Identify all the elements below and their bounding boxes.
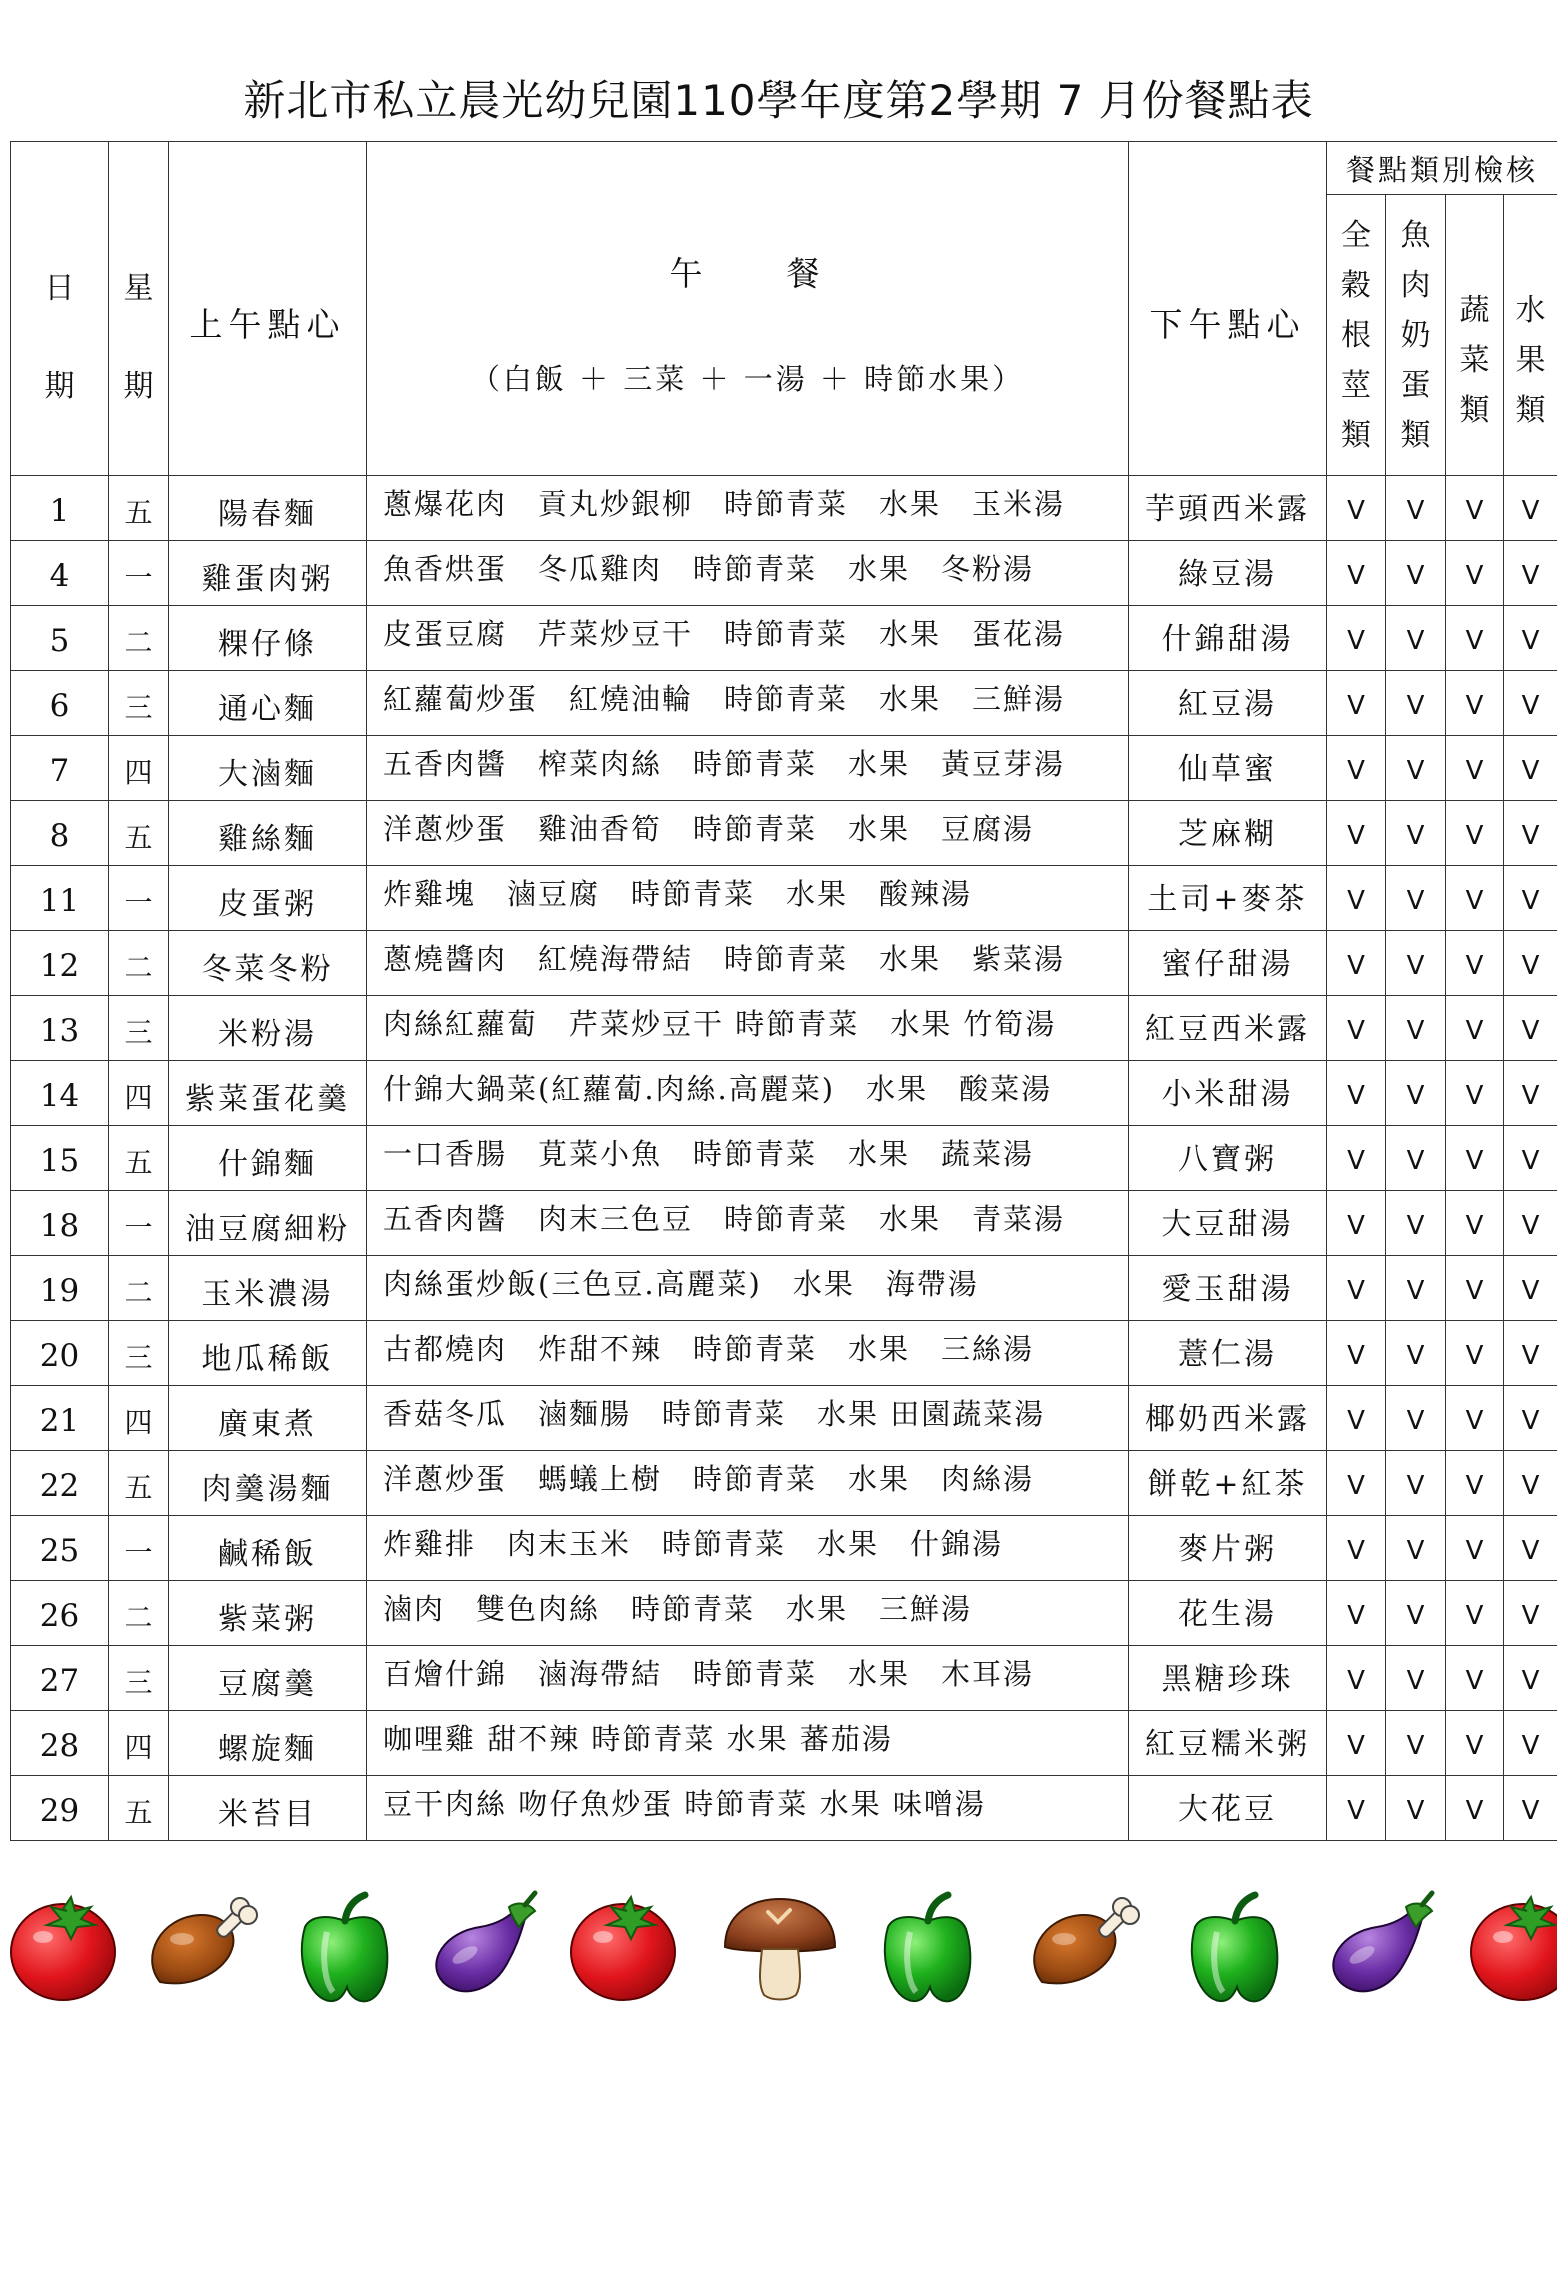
check-mark: V — [1386, 1581, 1446, 1646]
check-mark: V — [1386, 1321, 1446, 1386]
menu-row — [11, 1386, 1557, 1451]
weekday-cell: 二 — [109, 606, 169, 671]
date-cell: 8 — [11, 801, 109, 866]
check-mark: V — [1504, 866, 1557, 931]
weekday-cell: 四 — [109, 1061, 169, 1126]
weekday-cell: 三 — [109, 1646, 169, 1711]
menu-row — [11, 1581, 1557, 1646]
green-pepper-icon — [302, 1895, 388, 2001]
date-cell: 28 — [11, 1711, 109, 1776]
mushroom-icon — [725, 1899, 835, 2000]
menu-table — [10, 141, 1557, 1841]
header-check-title: 餐點類別檢核 — [1327, 142, 1557, 195]
check-mark: V — [1446, 736, 1504, 801]
menu-row — [11, 1451, 1557, 1516]
check-mark: V — [1504, 1191, 1557, 1256]
check-mark: V — [1446, 1191, 1504, 1256]
check-mark: V — [1386, 1386, 1446, 1451]
lunch-cell: 皮蛋豆腐 芹菜炒豆干 時節青菜 水果 蛋花湯 — [367, 606, 1129, 671]
tomato-icon — [11, 1897, 115, 2000]
drumstick-icon — [152, 1898, 257, 1983]
lunch-cell: 一口香腸 莧菜小魚 時節青菜 水果 蔬菜湯 — [367, 1126, 1129, 1191]
date-cell: 25 — [11, 1516, 109, 1581]
am-snack-cell: 玉米濃湯 — [169, 1256, 367, 1321]
lunch-cell: 滷肉 雙色肉絲 時節青菜 水果 三鮮湯 — [367, 1581, 1129, 1646]
check-mark: V — [1504, 1516, 1557, 1581]
check-mark: V — [1386, 996, 1446, 1061]
pm-snack-cell: 大花豆 — [1129, 1776, 1327, 1841]
header-check-vegetables: 蔬 菜 類 — [1446, 195, 1504, 476]
check-mark: V — [1504, 801, 1557, 866]
check-mark: V — [1327, 996, 1386, 1061]
am-snack-cell: 什錦麵 — [169, 1126, 367, 1191]
weekday-cell: 二 — [109, 1581, 169, 1646]
check-mark: V — [1504, 606, 1557, 671]
am-snack-cell: 油豆腐細粉 — [169, 1191, 367, 1256]
am-snack-cell: 肉羹湯麵 — [169, 1451, 367, 1516]
am-snack-cell: 米粉湯 — [169, 996, 367, 1061]
pm-snack-cell: 八寶粥 — [1129, 1126, 1327, 1191]
check-mark: V — [1327, 1191, 1386, 1256]
header-check-grains: 全 穀 根 莖 類 — [1327, 195, 1386, 476]
check-mark: V — [1446, 1451, 1504, 1516]
am-snack-cell: 紫菜蛋花羹 — [169, 1061, 367, 1126]
menu-row — [11, 1126, 1557, 1191]
date-cell: 22 — [11, 1451, 109, 1516]
date-cell: 6 — [11, 671, 109, 736]
check-mark: V — [1446, 996, 1504, 1061]
check-mark: V — [1386, 736, 1446, 801]
check-mark: V — [1504, 671, 1557, 736]
check-mark: V — [1327, 1776, 1386, 1841]
weekday-cell: 一 — [109, 541, 169, 606]
pm-snack-cell: 黑糖珍珠 — [1129, 1646, 1327, 1711]
tomato-icon — [571, 1897, 675, 2000]
eggplant-icon — [436, 1893, 535, 1991]
pm-snack-cell: 芝麻糊 — [1129, 801, 1327, 866]
date-cell: 4 — [11, 541, 109, 606]
lunch-cell: 紅蘿蔔炒蛋 紅燒油輪 時節青菜 水果 三鮮湯 — [367, 671, 1129, 736]
check-mark: V — [1504, 1126, 1557, 1191]
check-mark: V — [1386, 1776, 1446, 1841]
check-mark: V — [1446, 1126, 1504, 1191]
menu-row — [11, 1256, 1557, 1321]
check-mark: V — [1446, 671, 1504, 736]
green-pepper-icon — [1192, 1895, 1278, 2001]
weekday-cell: 五 — [109, 1776, 169, 1841]
check-mark: V — [1327, 736, 1386, 801]
date-cell: 29 — [11, 1776, 109, 1841]
check-mark: V — [1504, 1256, 1557, 1321]
check-mark: V — [1504, 1321, 1557, 1386]
eggplant-icon — [1333, 1893, 1432, 1991]
am-snack-cell: 通心麵 — [169, 671, 367, 736]
date-cell: 1 — [11, 476, 109, 541]
weekday-cell: 五 — [109, 476, 169, 541]
date-cell: 19 — [11, 1256, 109, 1321]
am-snack-cell: 地瓜稀飯 — [169, 1321, 367, 1386]
check-mark: V — [1504, 1451, 1557, 1516]
weekday-cell: 五 — [109, 801, 169, 866]
check-mark: V — [1327, 1256, 1386, 1321]
tomato-icon — [1471, 1897, 1557, 2000]
pm-snack-cell: 椰奶西米露 — [1129, 1386, 1327, 1451]
pm-snack-cell: 小米甜湯 — [1129, 1061, 1327, 1126]
am-snack-cell: 陽春麵 — [169, 476, 367, 541]
pm-snack-cell: 薏仁湯 — [1129, 1321, 1327, 1386]
pm-snack-cell: 紅豆西米露 — [1129, 996, 1327, 1061]
check-mark: V — [1327, 541, 1386, 606]
menu-row — [11, 1061, 1557, 1126]
check-mark: V — [1327, 931, 1386, 996]
lunch-cell: 蔥燒醬肉 紅燒海帶結 時節青菜 水果 紫菜湯 — [367, 931, 1129, 996]
date-cell: 7 — [11, 736, 109, 801]
check-mark: V — [1504, 1711, 1557, 1776]
am-snack-cell: 皮蛋粥 — [169, 866, 367, 931]
check-mark: V — [1504, 931, 1557, 996]
lunch-cell: 肉絲蛋炒飯(三色豆.高麗菜) 水果 海帶湯 — [367, 1256, 1129, 1321]
pm-snack-cell: 土司+麥茶 — [1129, 866, 1327, 931]
check-mark: V — [1327, 1321, 1386, 1386]
check-mark: V — [1504, 1061, 1557, 1126]
check-mark: V — [1327, 1061, 1386, 1126]
check-mark: V — [1446, 1516, 1504, 1581]
check-mark: V — [1446, 801, 1504, 866]
check-mark: V — [1504, 1646, 1557, 1711]
date-cell: 27 — [11, 1646, 109, 1711]
pm-snack-cell: 愛玉甜湯 — [1129, 1256, 1327, 1321]
check-mark: V — [1386, 931, 1446, 996]
lunch-cell: 炸雞排 肉末玉米 時節青菜 水果 什錦湯 — [367, 1516, 1129, 1581]
am-snack-cell: 螺旋麵 — [169, 1711, 367, 1776]
page-title: 新北市私立晨光幼兒園110學年度第2學期 7 月份餐點表 — [243, 76, 1314, 125]
lunch-cell: 咖哩雞 甜不辣 時節青菜 水果 蕃茄湯 — [367, 1711, 1129, 1776]
menu-row — [11, 476, 1557, 541]
date-cell: 11 — [11, 866, 109, 931]
am-snack-cell: 大滷麵 — [169, 736, 367, 801]
check-mark: V — [1386, 606, 1446, 671]
pm-snack-cell: 綠豆湯 — [1129, 541, 1327, 606]
menu-row — [11, 1516, 1557, 1581]
date-cell: 14 — [11, 1061, 109, 1126]
check-mark: V — [1327, 1451, 1386, 1516]
menu-row — [11, 1711, 1557, 1776]
lunch-cell: 五香肉醬 榨菜肉絲 時節青菜 水果 黃豆芽湯 — [367, 736, 1129, 801]
check-mark: V — [1504, 996, 1557, 1061]
menu-row — [11, 606, 1557, 671]
menu-row — [11, 1776, 1557, 1841]
lunch-cell: 古都燒肉 炸甜不辣 時節青菜 水果 三絲湯 — [367, 1321, 1129, 1386]
date-cell: 13 — [11, 996, 109, 1061]
am-snack-cell: 豆腐羹 — [169, 1646, 367, 1711]
pm-snack-cell: 蜜仔甜湯 — [1129, 931, 1327, 996]
check-mark: V — [1327, 606, 1386, 671]
date-cell: 26 — [11, 1581, 109, 1646]
check-mark: V — [1446, 1581, 1504, 1646]
menu-row — [11, 1646, 1557, 1711]
am-snack-cell: 廣東煮 — [169, 1386, 367, 1451]
weekday-cell: 二 — [109, 1256, 169, 1321]
check-mark: V — [1446, 1646, 1504, 1711]
check-mark: V — [1446, 1386, 1504, 1451]
check-mark: V — [1504, 1581, 1557, 1646]
date-cell: 18 — [11, 1191, 109, 1256]
weekday-cell: 三 — [109, 1321, 169, 1386]
check-mark: V — [1327, 671, 1386, 736]
check-mark: V — [1386, 866, 1446, 931]
pm-snack-cell: 大豆甜湯 — [1129, 1191, 1327, 1256]
weekday-cell: 五 — [109, 1451, 169, 1516]
check-mark: V — [1327, 1516, 1386, 1581]
menu-row — [11, 801, 1557, 866]
weekday-cell: 三 — [109, 996, 169, 1061]
lunch-cell: 豆干肉絲 吻仔魚炒蛋 時節青菜 水果 味噌湯 — [367, 1776, 1129, 1841]
pm-snack-cell: 仙草蜜 — [1129, 736, 1327, 801]
header-check-fruit: 水 果 類 — [1504, 195, 1557, 476]
check-mark: V — [1446, 1776, 1504, 1841]
am-snack-cell: 冬菜冬粉 — [169, 931, 367, 996]
menu-row — [11, 671, 1557, 736]
am-snack-cell: 雞絲麵 — [169, 801, 367, 866]
check-mark: V — [1504, 541, 1557, 606]
pm-snack-cell: 麥片粥 — [1129, 1516, 1327, 1581]
check-mark: V — [1327, 1126, 1386, 1191]
check-mark: V — [1327, 476, 1386, 541]
check-mark: V — [1504, 736, 1557, 801]
weekday-cell: 五 — [109, 1126, 169, 1191]
pm-snack-cell: 紅豆湯 — [1129, 671, 1327, 736]
menu-row — [11, 931, 1557, 996]
lunch-cell: 肉絲紅蘿蔔 芹菜炒豆干 時節青菜 水果 竹筍湯 — [367, 996, 1129, 1061]
weekday-cell: 一 — [109, 1516, 169, 1581]
check-mark: V — [1327, 1581, 1386, 1646]
check-mark: V — [1446, 541, 1504, 606]
check-mark: V — [1386, 1256, 1446, 1321]
am-snack-cell: 鹹稀飯 — [169, 1516, 367, 1581]
check-mark: V — [1504, 1776, 1557, 1841]
check-mark: V — [1386, 476, 1446, 541]
check-mark: V — [1446, 1256, 1504, 1321]
food-icon-strip — [0, 1885, 1557, 2005]
header-date: 日 期 — [11, 142, 109, 476]
check-mark: V — [1446, 931, 1504, 996]
weekday-cell: 四 — [109, 1386, 169, 1451]
lunch-cell: 洋蔥炒蛋 螞蟻上樹 時節青菜 水果 肉絲湯 — [367, 1451, 1129, 1516]
date-cell: 20 — [11, 1321, 109, 1386]
check-mark: V — [1504, 476, 1557, 541]
lunch-cell: 洋蔥炒蛋 雞油香筍 時節青菜 水果 豆腐湯 — [367, 801, 1129, 866]
check-mark: V — [1504, 1386, 1557, 1451]
menu-row — [11, 996, 1557, 1061]
drumstick-icon — [1034, 1898, 1139, 1983]
check-mark: V — [1327, 1386, 1386, 1451]
check-mark: V — [1386, 1126, 1446, 1191]
menu-row — [11, 1321, 1557, 1386]
menu-row — [11, 736, 1557, 801]
check-mark: V — [1386, 801, 1446, 866]
menu-row — [11, 541, 1557, 606]
pm-snack-cell: 什錦甜湯 — [1129, 606, 1327, 671]
date-cell: 5 — [11, 606, 109, 671]
check-mark: V — [1386, 1516, 1446, 1581]
check-mark: V — [1327, 801, 1386, 866]
menu-row — [11, 1191, 1557, 1256]
check-mark: V — [1446, 866, 1504, 931]
am-snack-cell: 粿仔條 — [169, 606, 367, 671]
date-cell: 15 — [11, 1126, 109, 1191]
lunch-cell: 什錦大鍋菜(紅蘿蔔.肉絲.高麗菜) 水果 酸菜湯 — [367, 1061, 1129, 1126]
check-mark: V — [1386, 541, 1446, 606]
lunch-cell: 百燴什錦 滷海帶結 時節青菜 水果 木耳湯 — [367, 1646, 1129, 1711]
check-mark: V — [1386, 671, 1446, 736]
weekday-cell: 二 — [109, 931, 169, 996]
check-mark: V — [1446, 606, 1504, 671]
am-snack-cell: 紫菜粥 — [169, 1581, 367, 1646]
lunch-cell: 香菇冬瓜 滷麵腸 時節青菜 水果 田園蔬菜湯 — [367, 1386, 1129, 1451]
header-am-snack: 上午點心 — [169, 142, 367, 476]
lunch-cell: 炸雞塊 滷豆腐 時節青菜 水果 酸辣湯 — [367, 866, 1129, 931]
weekday-cell: 三 — [109, 671, 169, 736]
menu-row — [11, 866, 1557, 931]
weekday-cell: 一 — [109, 866, 169, 931]
lunch-cell: 魚香烘蛋 冬瓜雞肉 時節青菜 水果 冬粉湯 — [367, 541, 1129, 606]
check-mark: V — [1386, 1646, 1446, 1711]
check-mark: V — [1446, 476, 1504, 541]
lunch-cell: 蔥爆花肉 貢丸炒銀柳 時節青菜 水果 玉米湯 — [367, 476, 1129, 541]
pm-snack-cell: 芋頭西米露 — [1129, 476, 1327, 541]
date-cell: 21 — [11, 1386, 109, 1451]
am-snack-cell: 米苔目 — [169, 1776, 367, 1841]
pm-snack-cell: 餅乾+紅茶 — [1129, 1451, 1327, 1516]
check-mark: V — [1446, 1061, 1504, 1126]
am-snack-cell: 雞蛋肉粥 — [169, 541, 367, 606]
check-mark: V — [1446, 1321, 1504, 1386]
weekday-cell: 四 — [109, 1711, 169, 1776]
check-mark: V — [1386, 1711, 1446, 1776]
check-mark: V — [1386, 1451, 1446, 1516]
check-mark: V — [1386, 1191, 1446, 1256]
check-mark: V — [1327, 1646, 1386, 1711]
lunch-cell: 五香肉醬 肉末三色豆 時節青菜 水果 青菜湯 — [367, 1191, 1129, 1256]
check-mark: V — [1327, 866, 1386, 931]
pm-snack-cell: 花生湯 — [1129, 1581, 1327, 1646]
weekday-cell: 一 — [109, 1191, 169, 1256]
check-mark: V — [1446, 1711, 1504, 1776]
weekday-cell: 四 — [109, 736, 169, 801]
date-cell: 12 — [11, 931, 109, 996]
header-lunch: 午 餐 （白飯 ＋ 三菜 ＋ 一湯 ＋ 時節水果） — [367, 142, 1129, 476]
pm-snack-cell: 紅豆糯米粥 — [1129, 1711, 1327, 1776]
header-pm-snack: 下午點心 — [1129, 142, 1327, 476]
check-mark: V — [1386, 1061, 1446, 1126]
header-weekday: 星 期 — [109, 142, 169, 476]
check-mark: V — [1327, 1711, 1386, 1776]
header-check-protein: 魚 肉 奶 蛋 類 — [1386, 195, 1446, 476]
green-pepper-icon — [885, 1895, 971, 2001]
